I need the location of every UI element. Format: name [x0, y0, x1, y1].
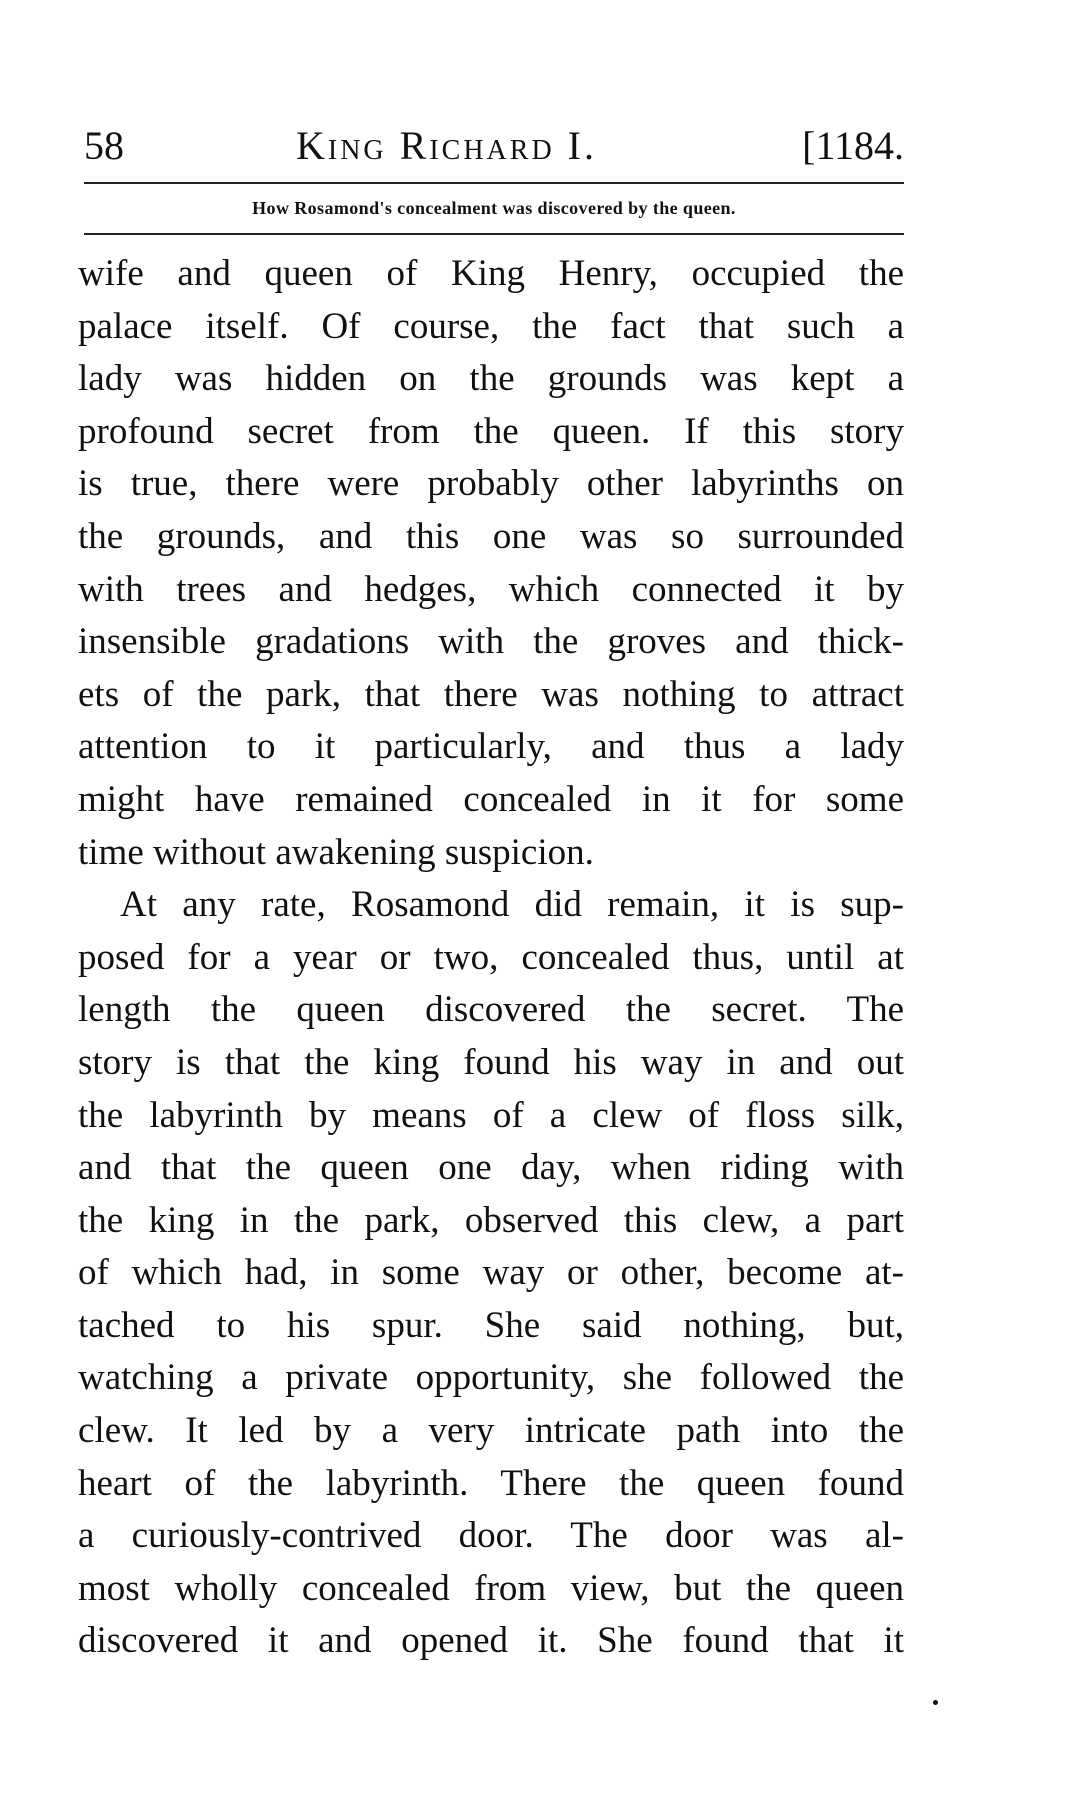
text-line: and that the queen one day, when riding with [78, 1147, 904, 1189]
text-line: ets of the park, that there was nothing to attract [78, 673, 904, 715]
text-line: discovered it and opened it. She found that it [78, 1620, 904, 1662]
text-line: attention to it particularly, and thus a lady [78, 726, 904, 768]
text-line: posed for a year or two, concealed thus, until at [78, 936, 904, 978]
header-rule-top [84, 182, 904, 184]
text-line: the king in the park, observed this clew, a part [78, 1199, 904, 1241]
text-line: a curiously-contrived door. The door was al- [78, 1515, 904, 1557]
ink-speck [933, 1700, 938, 1705]
text-line: with trees and hedges, which connected it by [78, 568, 904, 610]
text-line: might have remained concealed in it for some [78, 778, 904, 820]
text-line: wife and queen of King Henry, occupied the [78, 253, 904, 294]
text-line: the grounds, and this one was so surrounded [78, 515, 904, 557]
text-line: tached to his spur. She said nothing, but, [78, 1304, 904, 1346]
running-head [84, 118, 904, 174]
text-line: the labyrinth by means of a clew of floss silk, [78, 1094, 904, 1136]
text-line: heart of the labyrinth. There the queen found [78, 1462, 904, 1504]
year-marker: [1184. [802, 123, 904, 168]
book-title: King Richard I. [296, 123, 597, 168]
text-line: insensible gradations with the groves and thick- [78, 621, 904, 663]
text-line: profound secret from the queen. If this story [78, 410, 904, 452]
text-line: length the queen discovered the secret. The [78, 989, 904, 1031]
page-number: 58 [84, 123, 124, 168]
text-line: lady was hidden on the grounds was kept a [78, 358, 904, 400]
text-line: story is that the king found his way in and out [78, 1041, 904, 1083]
text-line: time without awakening suspicion. [78, 831, 594, 873]
body-text [78, 248, 904, 1668]
text-line: watching a private opportunity, she followed the [78, 1357, 904, 1399]
text-line: is true, there were probably other labyrinths on [78, 463, 904, 505]
section-subtitle: How Rosamond's concealment was discovered by the queen. [252, 198, 736, 218]
header-rule-bottom [84, 233, 904, 235]
text-line: palace itself. Of course, the fact that such a [78, 305, 904, 347]
text-line: clew. It led by a very intricate path into the [78, 1410, 904, 1452]
text-line: of which had, in some way or other, become at- [78, 1252, 904, 1294]
text-line: most wholly concealed from view, but the queen [78, 1567, 904, 1609]
text-line: At any rate, Rosamond did remain, it is sup- [120, 884, 904, 926]
